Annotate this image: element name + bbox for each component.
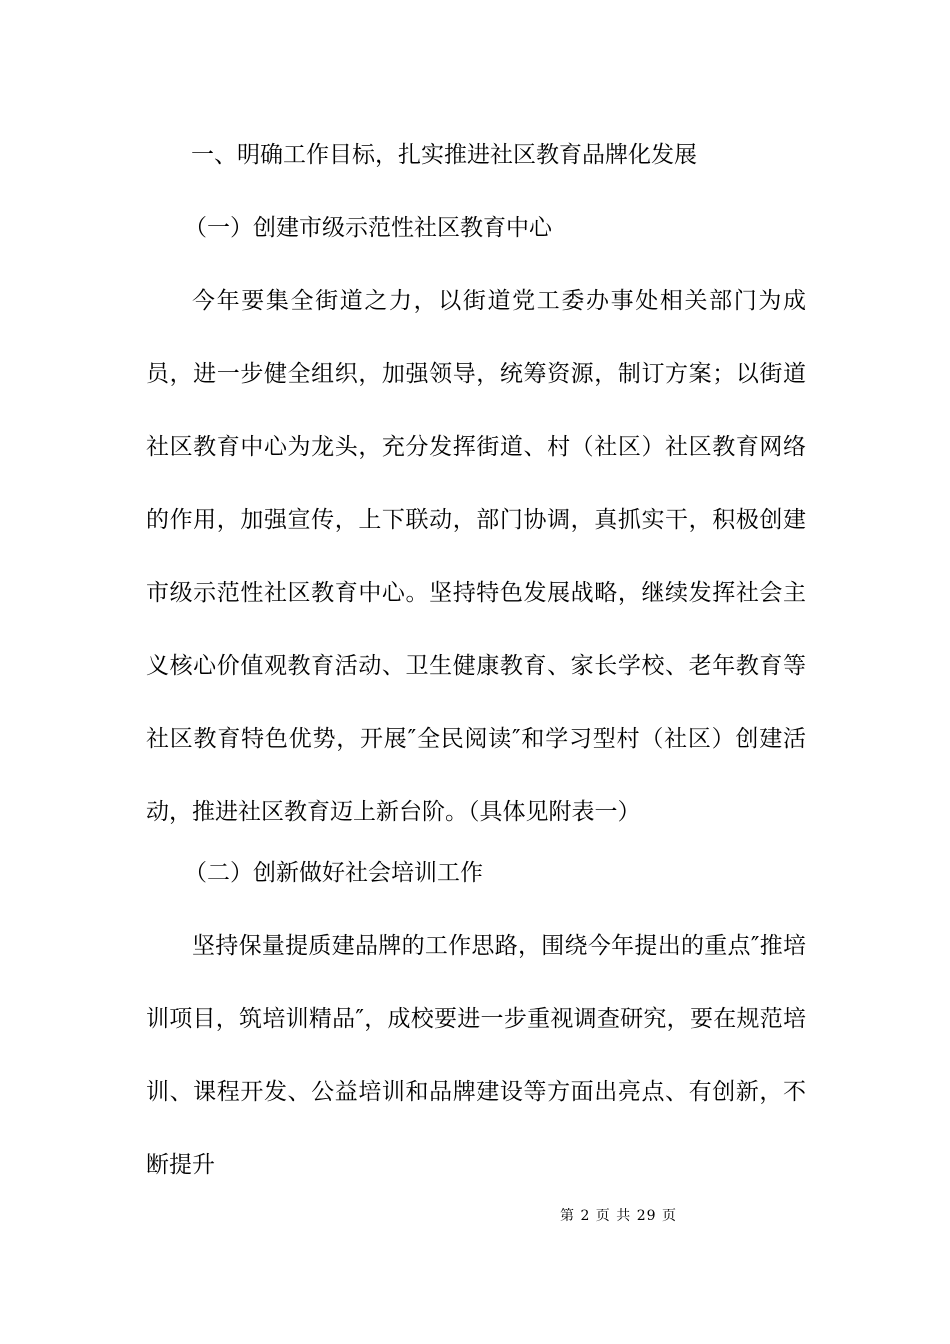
body-paragraph-1: 今年要集全街道之力，以街道党工委办事处相关部门为成员，进一步健全组织，加强领导，统筹资源，制订方案；以街道社区教育中心为龙头，充分发挥街道、村（社区）社区教育网络的作用，加强宣传，上下联动，部门协调，真抓实干，积极创建市级示范性社区教育中心。坚持特色发展战略，继续发挥社会主义核心价值观教育活动、卫生健康教育、家长学校、老年教育等社区教育特色优势，开展″全民阅读″和学习型村（社区）创建活动，推进社区教育迈上新台阶。（具体见附表一） bbox=[146, 288, 806, 825]
page-number-footer: 第 2 页 共 29 页 bbox=[560, 1208, 677, 1224]
document-body bbox=[146, 131, 806, 1202]
section-heading-1: 一、明确工作目标，扎实推进社区教育品牌化发展 bbox=[191, 142, 697, 168]
subsection-heading-2: （二）创新做好社会培训工作 bbox=[184, 860, 483, 886]
body-paragraph-2: 坚持保量提质建品牌的工作思路，围绕今年提出的重点″推培训项目，筑培训精品″，成校要进一步重视调查研究，要在规范培训、课程开发、公益培训和品牌建设等方面出亮点、有创新，不断提升 bbox=[146, 933, 806, 1178]
subsection-heading-1: （一）创建市级示范性社区教育中心 bbox=[184, 215, 552, 241]
